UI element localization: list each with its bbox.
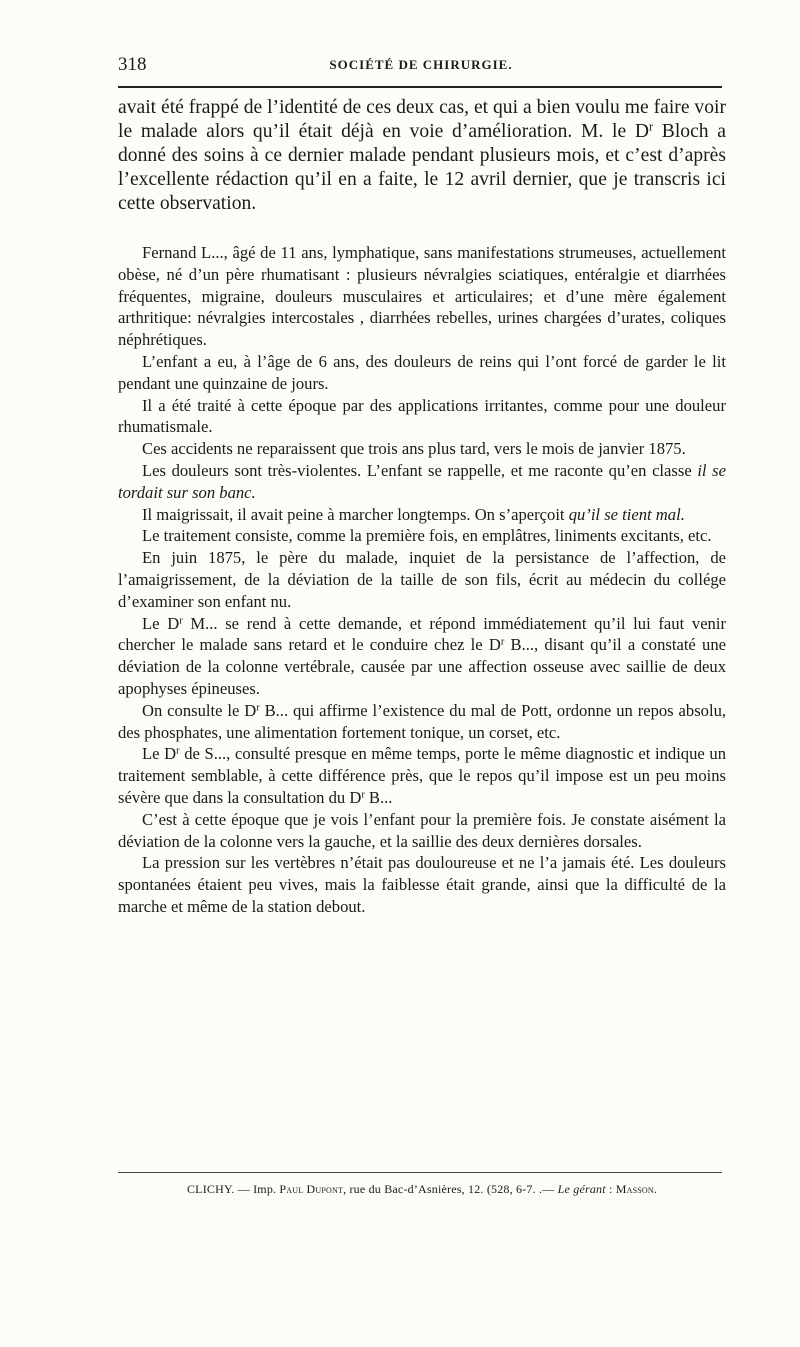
observation-text	[118, 242, 726, 918]
text-run: C’est à cette époque que je vois l’enfant pour la première fois. Je constate aisément la déviation de la colonne vers la gauche, et la saillie des deux dernières dorsales.	[118, 809, 726, 851]
observation-paragraph	[118, 852, 726, 917]
observation-paragraph	[118, 613, 726, 700]
text-run: L’enfant a eu, à l’âge de 6 ans, des douleurs de reins qui l’ont forcé de garder le lit pendant une quinzaine de jours.	[118, 351, 726, 393]
text-run: Le D	[142, 613, 180, 633]
observation-paragraph	[118, 504, 726, 526]
page-number: 318	[118, 54, 147, 75]
observation-paragraph	[118, 525, 726, 547]
page-header	[118, 54, 724, 78]
text-run: Les douleurs sont très-violentes. L’enfant se rappelle, et me raconte qu’en classe	[142, 460, 698, 480]
italic-text: qu’il se tient mal.	[568, 504, 685, 524]
observation-paragraph	[118, 242, 726, 351]
superscript: r	[179, 614, 183, 626]
text-run: CLICHY. — Imp.	[186, 1182, 280, 1196]
observation-paragraph	[118, 809, 726, 853]
superscript: r	[649, 119, 654, 134]
text-run: En juin 1875, le père du malade, inquiet de la persistance de l’affection, de l’amaigrissement, de la déviation de la taille de son fils, écrit au médecin du collége d’examiner son enfant nu.	[118, 548, 726, 611]
footer-rule	[118, 1172, 722, 1173]
observation-paragraph	[118, 395, 726, 439]
text-run: On consulte le D	[142, 700, 257, 720]
text-run: de S..., consulté presque en même temps, porte le même diagnostic et indique un traitement semblable, à cette différence près, que le repos qu’il impose est un peu moins sévère que dans la consultation du D	[118, 744, 726, 807]
running-title: SOCIÉTÉ DE CHIRURGIE.	[329, 57, 513, 72]
italic-text: Le gérant	[557, 1182, 606, 1196]
text-run: La pression sur les vertèbres n’était pas douloureuse et ne l’a jamais été. Les douleurs spontanées étaient peu vives, mais la faiblesse était grande, ainsi que la difficulté de la marche et même de la station debout.	[118, 853, 726, 916]
observation-paragraph	[118, 438, 726, 460]
observation-paragraph	[118, 547, 726, 612]
text-run: :	[605, 1182, 616, 1196]
text-run: .	[653, 1182, 658, 1196]
text-run: B..., disant qu’il a constaté une déviation de la colonne vertébrale, causée par une affection osseuse avec saillie de deux apophyses épineuses.	[118, 635, 726, 698]
superscript: r	[256, 702, 260, 714]
text-run: Paul Dupont	[279, 1182, 344, 1196]
superscript: r	[361, 789, 365, 801]
intro-paragraph	[118, 96, 726, 216]
text-run: , rue du Bac-d’Asnières, 12. (528, 6-7. .—	[343, 1182, 558, 1196]
text-run: M... se rend à cette demande, et répond immédiatement qu’il lui faut venir chercher le malade sans retard et le conduire chez le D	[118, 613, 726, 655]
italic-text: il se tordait sur son banc.	[118, 460, 726, 502]
superscript: r	[500, 636, 505, 648]
text-run: Masson	[615, 1182, 654, 1196]
text-run: Il maigrissait, il avait peine à marcher longtemps. On s’aperçoit	[142, 504, 569, 524]
text-run: Ces accidents ne reparaissent que trois ans plus tard, vers le mois de janvier 1875.	[142, 439, 686, 459]
text-run: Bloch a donné des soins à ce dernier malade pendant plusieurs mois, et c’est d’après l’excellente rédaction qu’il en a faite, le 12 avril dernier, que je transcris ici cette observation.	[118, 121, 726, 214]
printer-imprint	[118, 1182, 726, 1197]
text-run: Il a été traité à cette époque par des applications irritantes, comme pour une douleur rhumatismale.	[118, 395, 726, 437]
text-run: B... qui affirme l’existence du mal de Pott, ordonne un repos absolu, des phosphates, une alimentation fortement tonique, un corset, etc.	[118, 700, 727, 742]
header-rule	[118, 86, 722, 88]
observation-paragraph	[118, 351, 726, 395]
text-run: Le traitement consiste, comme la première fois, en emplâtres, liniments excitants, etc.	[142, 526, 712, 546]
text-run: B...	[364, 787, 393, 807]
observation-paragraph	[118, 700, 726, 744]
observation-paragraph	[118, 460, 726, 504]
text-run: avait été frappé de l’identité de ces deux cas, et qui a bien voulu me faire voir le malade alors qu’il était déjà en voie d’amélioration. M. le D	[118, 97, 726, 142]
intro-text	[118, 96, 726, 216]
text-run: Fernand L..., âgé de 11 ans, lymphatique, sans manifestations strumeuses, actuellement obèse, né d’un père rhumatisant : plusieurs névralgies sciatiques, entéralgie et diarrhées fréquentes, migraine, douleurs musculaires et articulaires; et d’une mère également arthritique: névralgies intercostales , diarrhées rebelles, urines chargées d’urates, coliques néphrétiques.	[118, 243, 726, 350]
superscript: r	[176, 745, 180, 757]
text-run: Le D	[142, 744, 177, 764]
observation-paragraph	[118, 743, 726, 808]
